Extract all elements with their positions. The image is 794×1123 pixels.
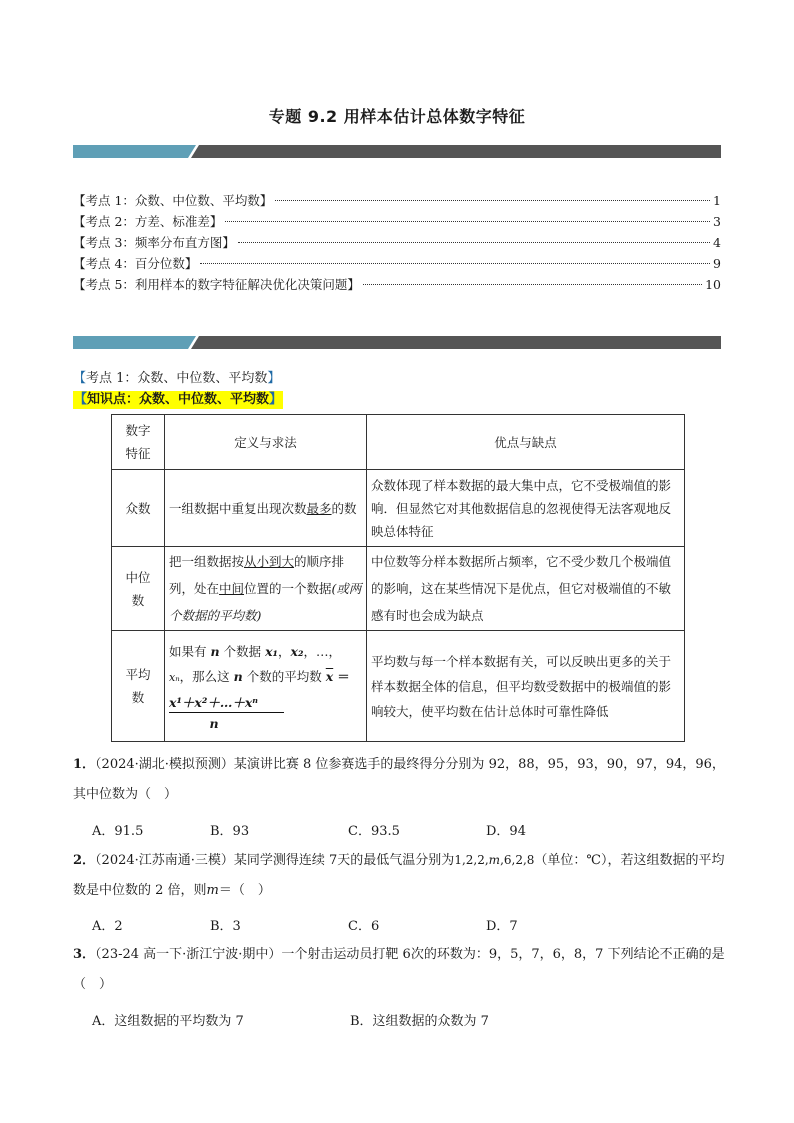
math-variable: xₙ (169, 671, 180, 684)
definition-underlined: 最多 (306, 500, 332, 516)
table-row (112, 470, 685, 547)
row-pros-cons: 众数体现了样本数据的最大集中点，它不受极端值的影响．但显然它对其他数据信息的忽视使得无法客观地反映总体特征 (367, 470, 685, 547)
definition-underlined: 中间 (219, 581, 245, 596)
toc-entry[interactable] (73, 253, 721, 274)
header-pros-cons: 优点与缺点 (367, 415, 685, 470)
section-divider-bar (73, 336, 721, 349)
question-text: （2024·江苏南通·三模）某同学测得连续 7天的最低气温分别为 (95, 853, 455, 868)
option[interactable]: A．2 (92, 919, 123, 934)
option[interactable]: B．3 (210, 919, 241, 934)
definition-text: 个数据 (223, 644, 262, 659)
row-pros-cons: 平均数与每一个样本数据有关，可以反映出更多的关于样本数据全体的信息，但平均数受数据中的极端值的影响较大，使平均数在估计总体时可靠性降低 (367, 631, 685, 742)
toc-entry[interactable] (73, 190, 721, 211)
equals-sign: ＝ (337, 669, 350, 684)
math-variable: x₂ (290, 644, 304, 659)
question-number: 1． (73, 757, 96, 772)
table-row (112, 631, 685, 742)
toc-leader (363, 284, 702, 285)
feature-name-line: 数 (131, 592, 145, 608)
math-variable: x₁ (265, 644, 279, 659)
math-variable: n (233, 669, 243, 684)
option[interactable]: B．这组数据的众数为 7 (350, 1014, 489, 1029)
feature-name-line: 数 (131, 690, 145, 705)
row-definition (165, 470, 367, 547)
table-row (112, 547, 685, 631)
definition-text: ， (278, 644, 291, 659)
definition-text: 位置的一个数据 (244, 581, 332, 596)
fraction-numerator: x¹＋x²＋…＋xⁿ (169, 694, 284, 713)
statistics-feature-table (111, 414, 685, 742)
bracket-open: 【 (74, 392, 88, 407)
toc-label: 【考点 3：频率分布直方图】 (73, 235, 235, 250)
definition-text: 把一组数据按 (169, 554, 245, 569)
knowledge-point-highlight (73, 391, 283, 409)
data-sequence: ,6,2,8 (500, 853, 535, 867)
definition-text: ，…， (303, 644, 341, 659)
toc-leader (238, 242, 710, 243)
table-of-contents (73, 190, 721, 295)
row-definition (165, 631, 367, 742)
definition-text: 如果有 (169, 644, 207, 659)
math-variable: m (206, 883, 219, 898)
row-pros-cons: 中位数等分样本数据所占频率，它不受少数几个极端值的影响，这在某些情况下是优点，但它对极端值的不敏感有时也会成为缺点 (367, 547, 685, 631)
divider-accent (73, 336, 196, 349)
question-number: 2． (73, 853, 96, 868)
table-header-row (112, 415, 685, 470)
bracket-open: 【 (73, 371, 87, 386)
toc-page: 4 (713, 235, 721, 250)
option[interactable]: D．7 (486, 919, 518, 934)
header-line: 数字 (125, 423, 151, 438)
toc-leader (225, 221, 710, 222)
toc-leader (275, 200, 710, 201)
toc-entry[interactable] (73, 232, 721, 253)
header-feature (112, 415, 165, 470)
question-text: （单位：℃），若这组数据的平均数是中位数的 2 倍，则 (73, 853, 725, 898)
toc-entry[interactable] (73, 274, 721, 295)
toc-label: 【考点 2：方差、标准差】 (73, 214, 223, 229)
toc-page: 3 (713, 214, 721, 229)
toc-page: 1 (713, 193, 721, 208)
question-text: ＝（ ） (218, 883, 271, 898)
question-number: 3． (73, 947, 96, 962)
definition-text: 的顺序排列，处在 (169, 554, 345, 596)
fraction-denominator: n (209, 716, 219, 731)
toc-entry[interactable] (73, 211, 721, 232)
definition-underlined: 从小到大 (244, 554, 295, 569)
row-feature-name: 众数 (112, 470, 165, 547)
section-heading (73, 367, 280, 386)
option[interactable]: C．93.5 (348, 824, 400, 839)
header-line: 特征 (125, 446, 151, 461)
option[interactable]: C．6 (348, 919, 380, 934)
divider-rule (191, 336, 721, 349)
divider-rule (191, 145, 721, 158)
toc-leader (200, 263, 710, 264)
definition-text: 的数 (331, 500, 357, 516)
definition-text: 个数的平均数 (246, 669, 322, 684)
data-sequence: 1,2,2, (454, 853, 489, 867)
option[interactable]: A．91.5 (92, 824, 144, 839)
divider-accent (73, 145, 196, 158)
toc-label: 【考点 4：百分位数】 (73, 256, 198, 271)
row-definition (165, 547, 367, 631)
toc-label: 【考点 5：利用样本的数字特征解决优化决策问题】 (73, 277, 360, 292)
math-variable: m (488, 853, 501, 867)
math-variable: n (210, 644, 220, 659)
title-divider-bar (73, 145, 721, 158)
definition-text: 一组数据中重复出现次数 (169, 500, 307, 516)
definition-note: (或两个数据的平均数) (169, 581, 362, 623)
option[interactable]: A．这组数据的平均数为 7 (92, 1014, 244, 1029)
question-3 (73, 940, 733, 1000)
question-1 (73, 750, 733, 810)
question-text: （23-24 高一下·浙江宁波·期中）一个射击运动员打靶 6次的环数为：9，5，7，6，8，7 下列结论不正确的是（ ） (73, 947, 725, 992)
feature-name-line: 中位 (125, 569, 151, 585)
page-title: 专题 9.2 用样本估计总体数字特征 (268, 107, 526, 126)
bracket-close: 】 (267, 371, 281, 386)
option[interactable]: B．93 (210, 824, 250, 839)
feature-name-line: 平均 (125, 667, 151, 682)
question-2 (73, 845, 733, 906)
section-heading-text: 考点 1：众数、中位数、平均数 (86, 371, 268, 386)
row-feature-name (112, 631, 165, 742)
row-feature-name (112, 547, 165, 631)
toc-page: 9 (713, 256, 721, 271)
header-definition: 定义与求法 (165, 415, 367, 470)
option[interactable]: D．94 (486, 824, 526, 839)
mean-symbol: $\overline{x}$ (325, 669, 334, 684)
question-text: （2024·湖北·模拟预测）某演讲比赛 8 位参赛选手的最终得分分别为 92，88，95，93，90，97，94，96，其中位数为（ ） (73, 757, 725, 802)
knowledge-point-text: 知识点：众数、中位数、平均数 (87, 392, 270, 407)
definition-text: ，那么这 (179, 669, 230, 684)
bracket-close: 】 (269, 392, 283, 407)
toc-page: 10 (705, 277, 721, 292)
toc-label: 【考点 1：众数、中位数、平均数】 (73, 193, 273, 208)
